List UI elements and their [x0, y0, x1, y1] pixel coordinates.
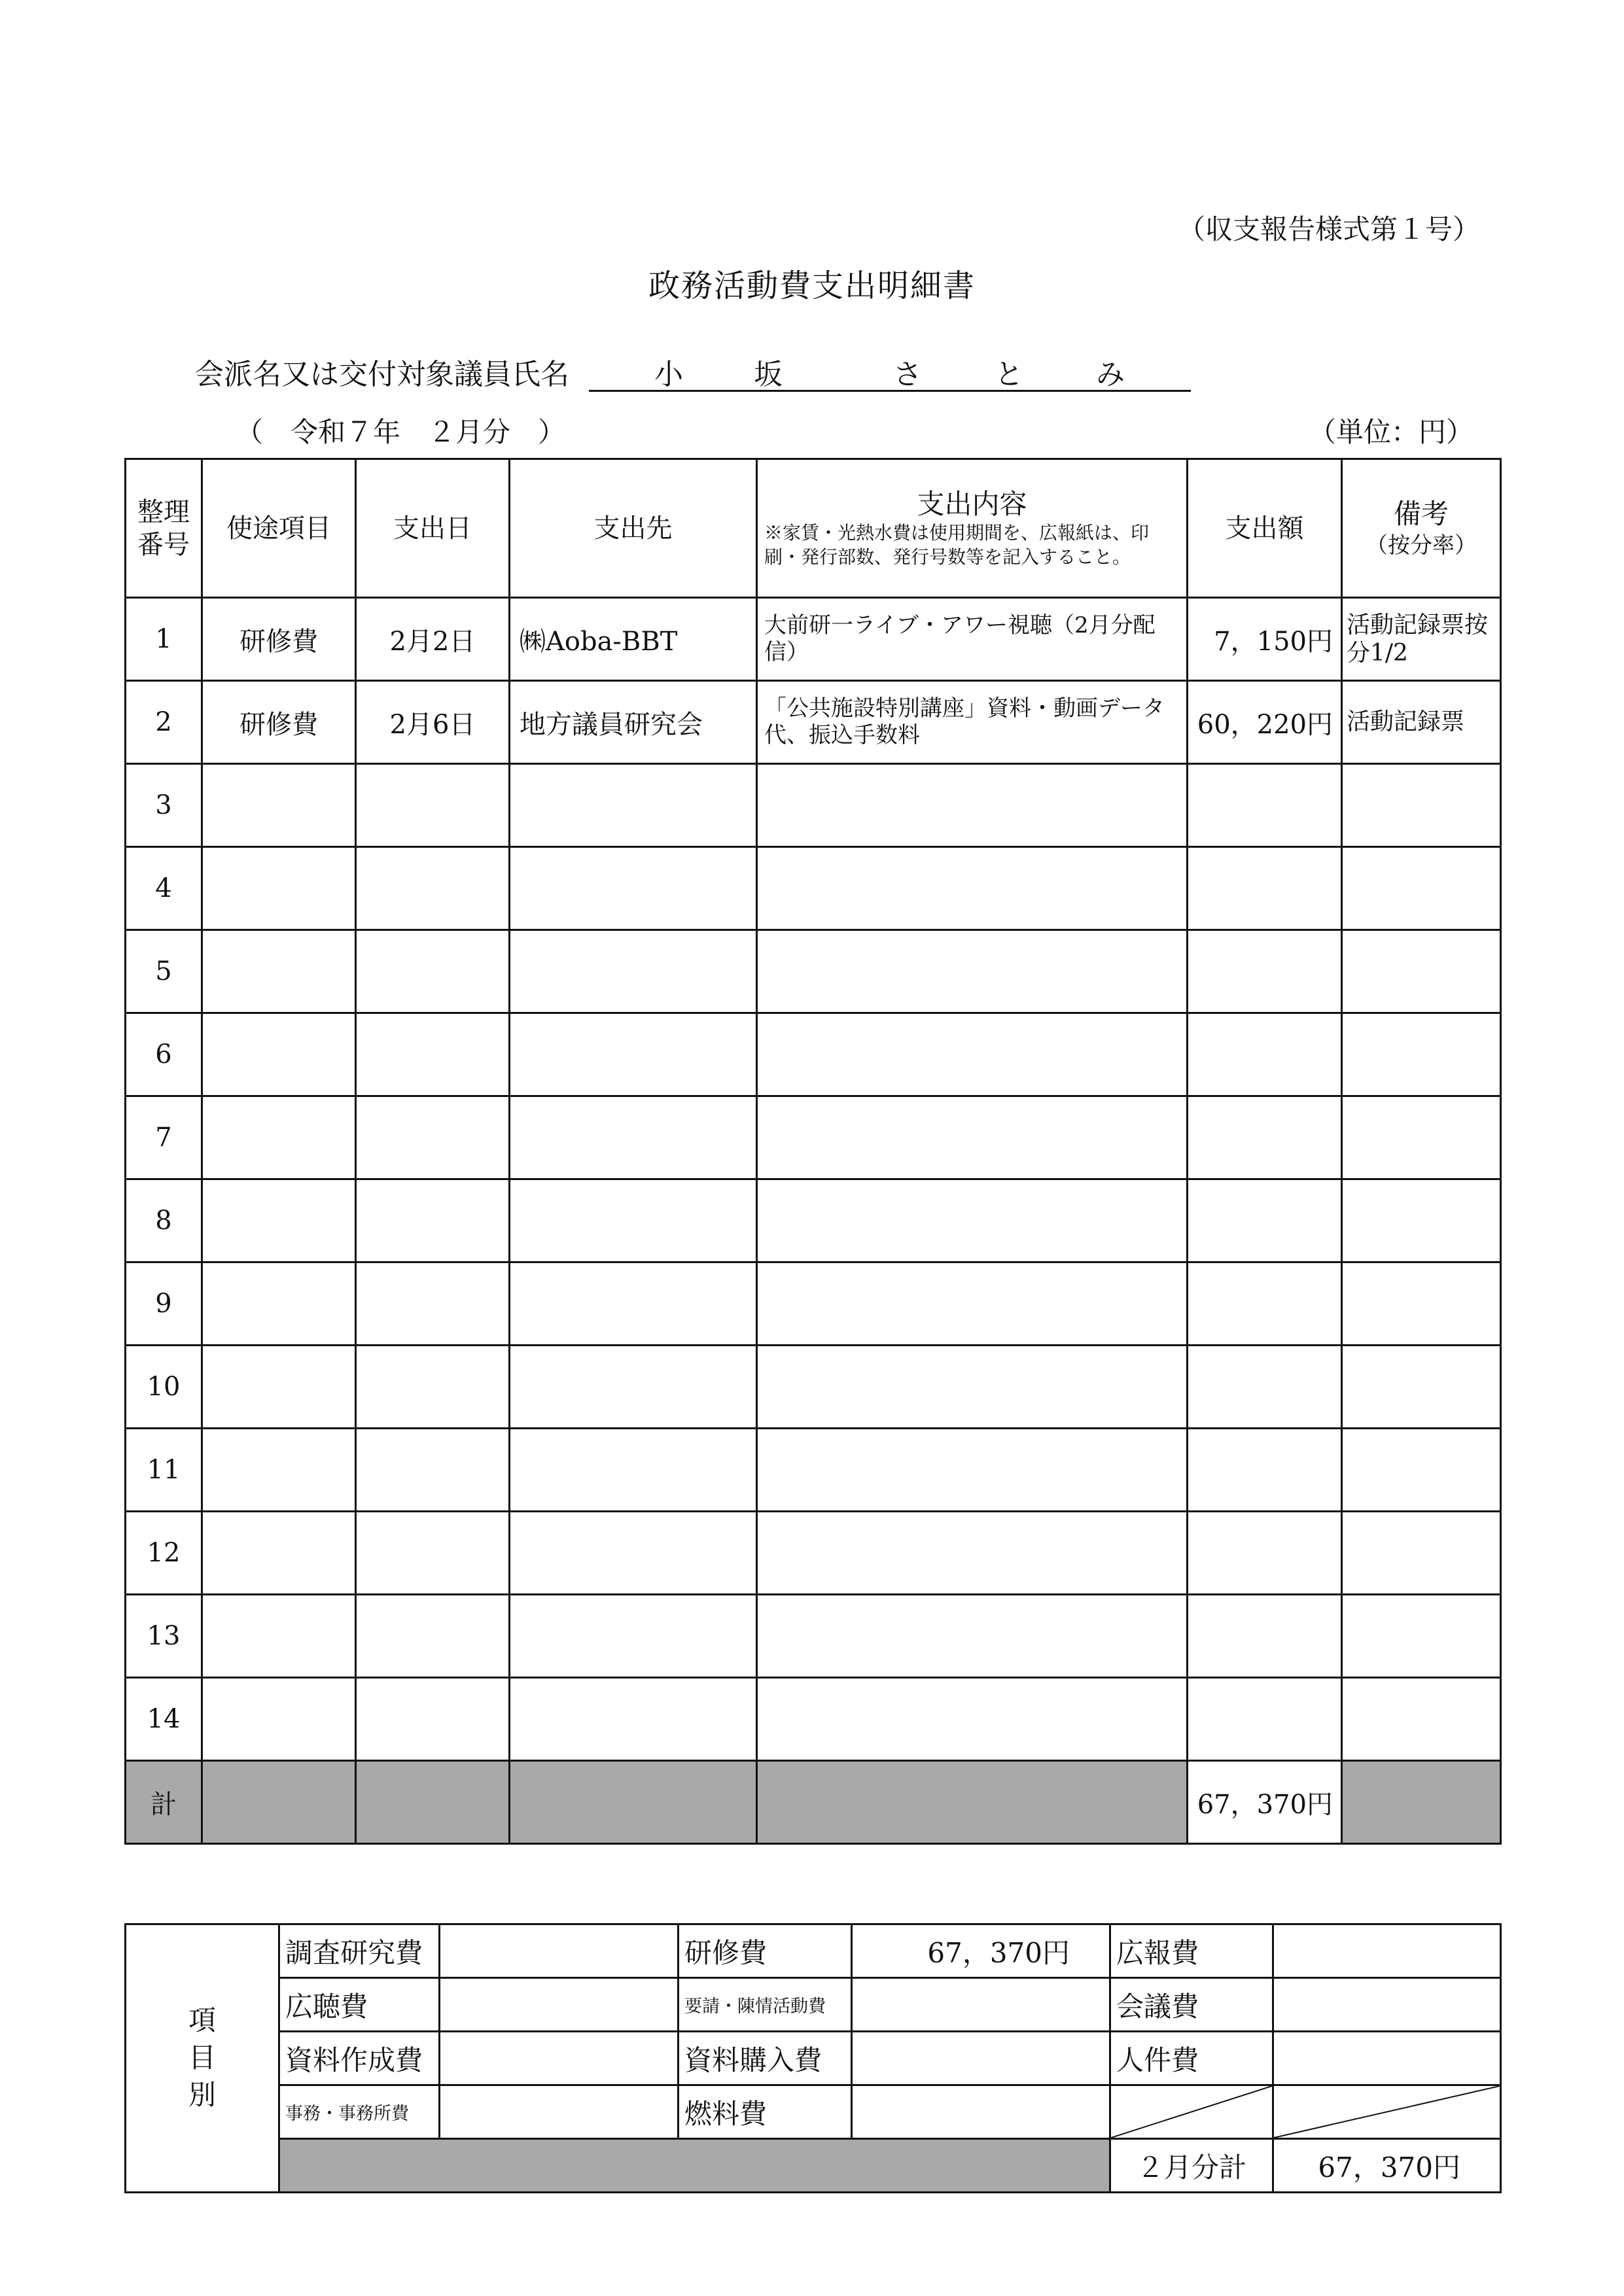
summary-label-materials-buy: 資料購入費 [679, 2032, 852, 2085]
name-char: と [995, 358, 1023, 391]
row-remarks [1342, 764, 1501, 847]
row-payee [510, 764, 757, 847]
row-amount [1188, 930, 1342, 1013]
row-date [356, 1595, 510, 1678]
row-number: 6 [126, 1013, 202, 1096]
row-content [757, 764, 1188, 847]
row-remarks [1342, 1096, 1501, 1179]
row-category [202, 1179, 356, 1262]
table-row [126, 1512, 1501, 1595]
col-header-date: 支出日 [356, 459, 510, 598]
row-date [356, 847, 510, 930]
summary-label-hearing: 広聴費 [279, 1978, 440, 2032]
unit-label: （単位：円） [1308, 416, 1474, 448]
row-date [356, 1179, 510, 1262]
summary-label-personnel: 人件費 [1110, 2032, 1273, 2085]
row-category [202, 1512, 356, 1595]
col-header-no: 整理番号 [126, 459, 202, 598]
row-amount: 60，220円 [1188, 681, 1342, 764]
row-content: 大前研一ライブ・アワー視聴（2月分配信） [757, 598, 1188, 681]
summary-label-meeting: 会議費 [1110, 1978, 1273, 2032]
col-header-remarks [1342, 459, 1501, 598]
row-date [356, 1346, 510, 1429]
shaded-cell [757, 1761, 1188, 1844]
summary-label-materials-make: 資料作成費 [279, 2032, 440, 2085]
col-header-category: 使途項目 [202, 459, 356, 598]
row-content [757, 1595, 1188, 1678]
row-category [202, 1429, 356, 1512]
row-date [356, 1429, 510, 1512]
row-category [202, 1096, 356, 1179]
row-amount [1188, 1346, 1342, 1429]
summary-amount-meeting [1273, 1978, 1501, 2032]
row-content [757, 1346, 1188, 1429]
row-category [202, 1678, 356, 1761]
row-amount [1188, 1512, 1342, 1595]
row-category [202, 930, 356, 1013]
row-remarks [1342, 1262, 1501, 1346]
row-payee [510, 1346, 757, 1429]
summary-amount-fuel [852, 2085, 1110, 2139]
diagonal-cell [1273, 2085, 1501, 2139]
row-payee [510, 1512, 757, 1595]
row-date [356, 1512, 510, 1595]
month-total-label: ２月分計 [1110, 2139, 1273, 2193]
summary-label-fuel: 燃料費 [679, 2085, 852, 2139]
row-number: 9 [126, 1262, 202, 1346]
row-number: 1 [126, 598, 202, 681]
row-content [757, 1262, 1188, 1346]
row-payee [510, 1429, 757, 1512]
row-category [202, 1346, 356, 1429]
table-row [126, 1346, 1501, 1429]
row-content [757, 1179, 1188, 1262]
row-category [202, 847, 356, 930]
shaded-cell [279, 2139, 1110, 2193]
row-number: 10 [126, 1346, 202, 1429]
name-char: 坂 [754, 358, 783, 391]
name-char: み [1096, 358, 1125, 391]
summary-amount-training: 67，370円 [852, 1924, 1110, 1978]
row-number: 7 [126, 1096, 202, 1179]
row-remarks [1342, 1346, 1501, 1429]
document-title: 政務活動費支出明細書 [648, 268, 976, 304]
expense-table [124, 458, 1502, 1845]
report-period: （ 令和７年 ２月分 ） [236, 416, 566, 448]
row-payee [510, 930, 757, 1013]
row-remarks: 活動記録票按分1/2 [1342, 598, 1501, 681]
row-amount [1188, 1595, 1342, 1678]
row-payee [510, 1096, 757, 1179]
summary-amount-materials-buy [852, 2032, 1110, 2085]
row-content [757, 930, 1188, 1013]
summary-amount-pr [1273, 1924, 1501, 1978]
row-remarks [1342, 1179, 1501, 1262]
row-category [202, 764, 356, 847]
row-number: 3 [126, 764, 202, 847]
table-row [126, 1096, 1501, 1179]
row-content [757, 1429, 1188, 1512]
summary-label-office: 事務・事務所費 [279, 2085, 440, 2139]
summary-side-label: 項 目 別 [126, 1924, 279, 2193]
row-date [356, 764, 510, 847]
table-row [126, 1429, 1501, 1512]
row-content [757, 1096, 1188, 1179]
row-number: 2 [126, 681, 202, 764]
name-char: 小 [654, 358, 683, 391]
summary-label-petition: 要請・陳情活動費 [679, 1978, 852, 2032]
row-date [356, 1678, 510, 1761]
row-number: 12 [126, 1512, 202, 1595]
row-payee [510, 1595, 757, 1678]
summary-amount-petition [852, 1978, 1110, 2032]
name-char: さ [893, 358, 922, 391]
row-payee [510, 847, 757, 930]
row-payee [510, 1013, 757, 1096]
shaded-cell [202, 1761, 356, 1844]
row-content: 「公共施設特別講座」資料・動画データ代、振込手数料 [757, 681, 1188, 764]
content-title: 支出内容 [917, 487, 1027, 520]
table-row [126, 1262, 1501, 1346]
row-payee [510, 1179, 757, 1262]
row-number: 4 [126, 847, 202, 930]
row-date [356, 1262, 510, 1346]
summary-amount-hearing [440, 1978, 679, 2032]
content-note: ※家賃・光熱水費は使用期間を、広報紙は、印刷・発行部数、発行号数等を記入すること。 [764, 522, 1150, 568]
row-remarks [1342, 1013, 1501, 1096]
row-date [356, 1096, 510, 1179]
col-header-amount: 支出額 [1188, 459, 1342, 598]
col-header-payee: 支出先 [510, 459, 757, 598]
table-row [126, 930, 1501, 1013]
row-amount: 7，150円 [1188, 598, 1342, 681]
category-summary-table [124, 1923, 1502, 2193]
row-remarks [1342, 1595, 1501, 1678]
summary-amount-research [440, 1924, 679, 1978]
row-category [202, 1013, 356, 1096]
form-number: （収支報告様式第１号） [1177, 213, 1480, 245]
row-amount [1188, 1179, 1342, 1262]
row-amount [1188, 1262, 1342, 1346]
row-payee [510, 1678, 757, 1761]
table-row [126, 681, 1501, 764]
remarks-title: 備考 [1393, 498, 1449, 530]
table-row [126, 598, 1501, 681]
summary-label-training: 研修費 [679, 1924, 852, 1978]
summary-label-research: 調査研究費 [279, 1924, 440, 1978]
row-category: 研修費 [202, 598, 356, 681]
row-number: 8 [126, 1179, 202, 1262]
summary-amount-materials-make [440, 2032, 679, 2085]
summary-amount-personnel [1273, 2032, 1501, 2085]
table-header [126, 459, 1501, 598]
row-amount [1188, 1096, 1342, 1179]
row-content [757, 847, 1188, 930]
shaded-cell [510, 1761, 757, 1844]
col-header-content [757, 459, 1188, 598]
row-category [202, 1262, 356, 1346]
table-row [126, 1013, 1501, 1096]
table-row [126, 764, 1501, 847]
row-date: 2月2日 [356, 598, 510, 681]
row-amount [1188, 1013, 1342, 1096]
row-content [757, 1678, 1188, 1761]
row-remarks: 活動記録票 [1342, 681, 1501, 764]
row-number: 11 [126, 1429, 202, 1512]
row-amount [1188, 1429, 1342, 1512]
remarks-sub: （按分率） [1366, 532, 1477, 559]
row-number: 5 [126, 930, 202, 1013]
row-content [757, 1013, 1188, 1096]
row-number: 14 [126, 1678, 202, 1761]
table-row [126, 847, 1501, 930]
row-date: 2月6日 [356, 681, 510, 764]
name-label: 会派名又は交付対象議員氏名 [195, 358, 569, 391]
row-amount [1188, 1678, 1342, 1761]
row-amount [1188, 847, 1342, 930]
row-category: 研修費 [202, 681, 356, 764]
row-remarks [1342, 847, 1501, 930]
row-remarks [1342, 1512, 1501, 1595]
diagonal-cell [1110, 2085, 1273, 2139]
total-amount: 67，370円 [1188, 1761, 1342, 1844]
shaded-cell [1342, 1761, 1501, 1844]
row-content [757, 1512, 1188, 1595]
table-row [126, 1595, 1501, 1678]
row-remarks [1342, 930, 1501, 1013]
row-date [356, 1013, 510, 1096]
row-payee: ㈱Aoba-BBT [510, 598, 757, 681]
row-category [202, 1595, 356, 1678]
row-remarks [1342, 1429, 1501, 1512]
shaded-cell [356, 1761, 510, 1844]
month-total-amount: 67，370円 [1273, 2139, 1501, 2193]
total-label: 計 [126, 1761, 202, 1844]
table-row [126, 1179, 1501, 1262]
total-row [126, 1761, 1501, 1844]
row-date [356, 930, 510, 1013]
row-payee [510, 1262, 757, 1346]
row-number: 13 [126, 1595, 202, 1678]
summary-amount-office [440, 2085, 679, 2139]
row-payee: 地方議員研究会 [510, 681, 757, 764]
row-amount [1188, 764, 1342, 847]
table-row [126, 1678, 1501, 1761]
row-remarks [1342, 1678, 1501, 1761]
summary-label-pr: 広報費 [1110, 1924, 1273, 1978]
